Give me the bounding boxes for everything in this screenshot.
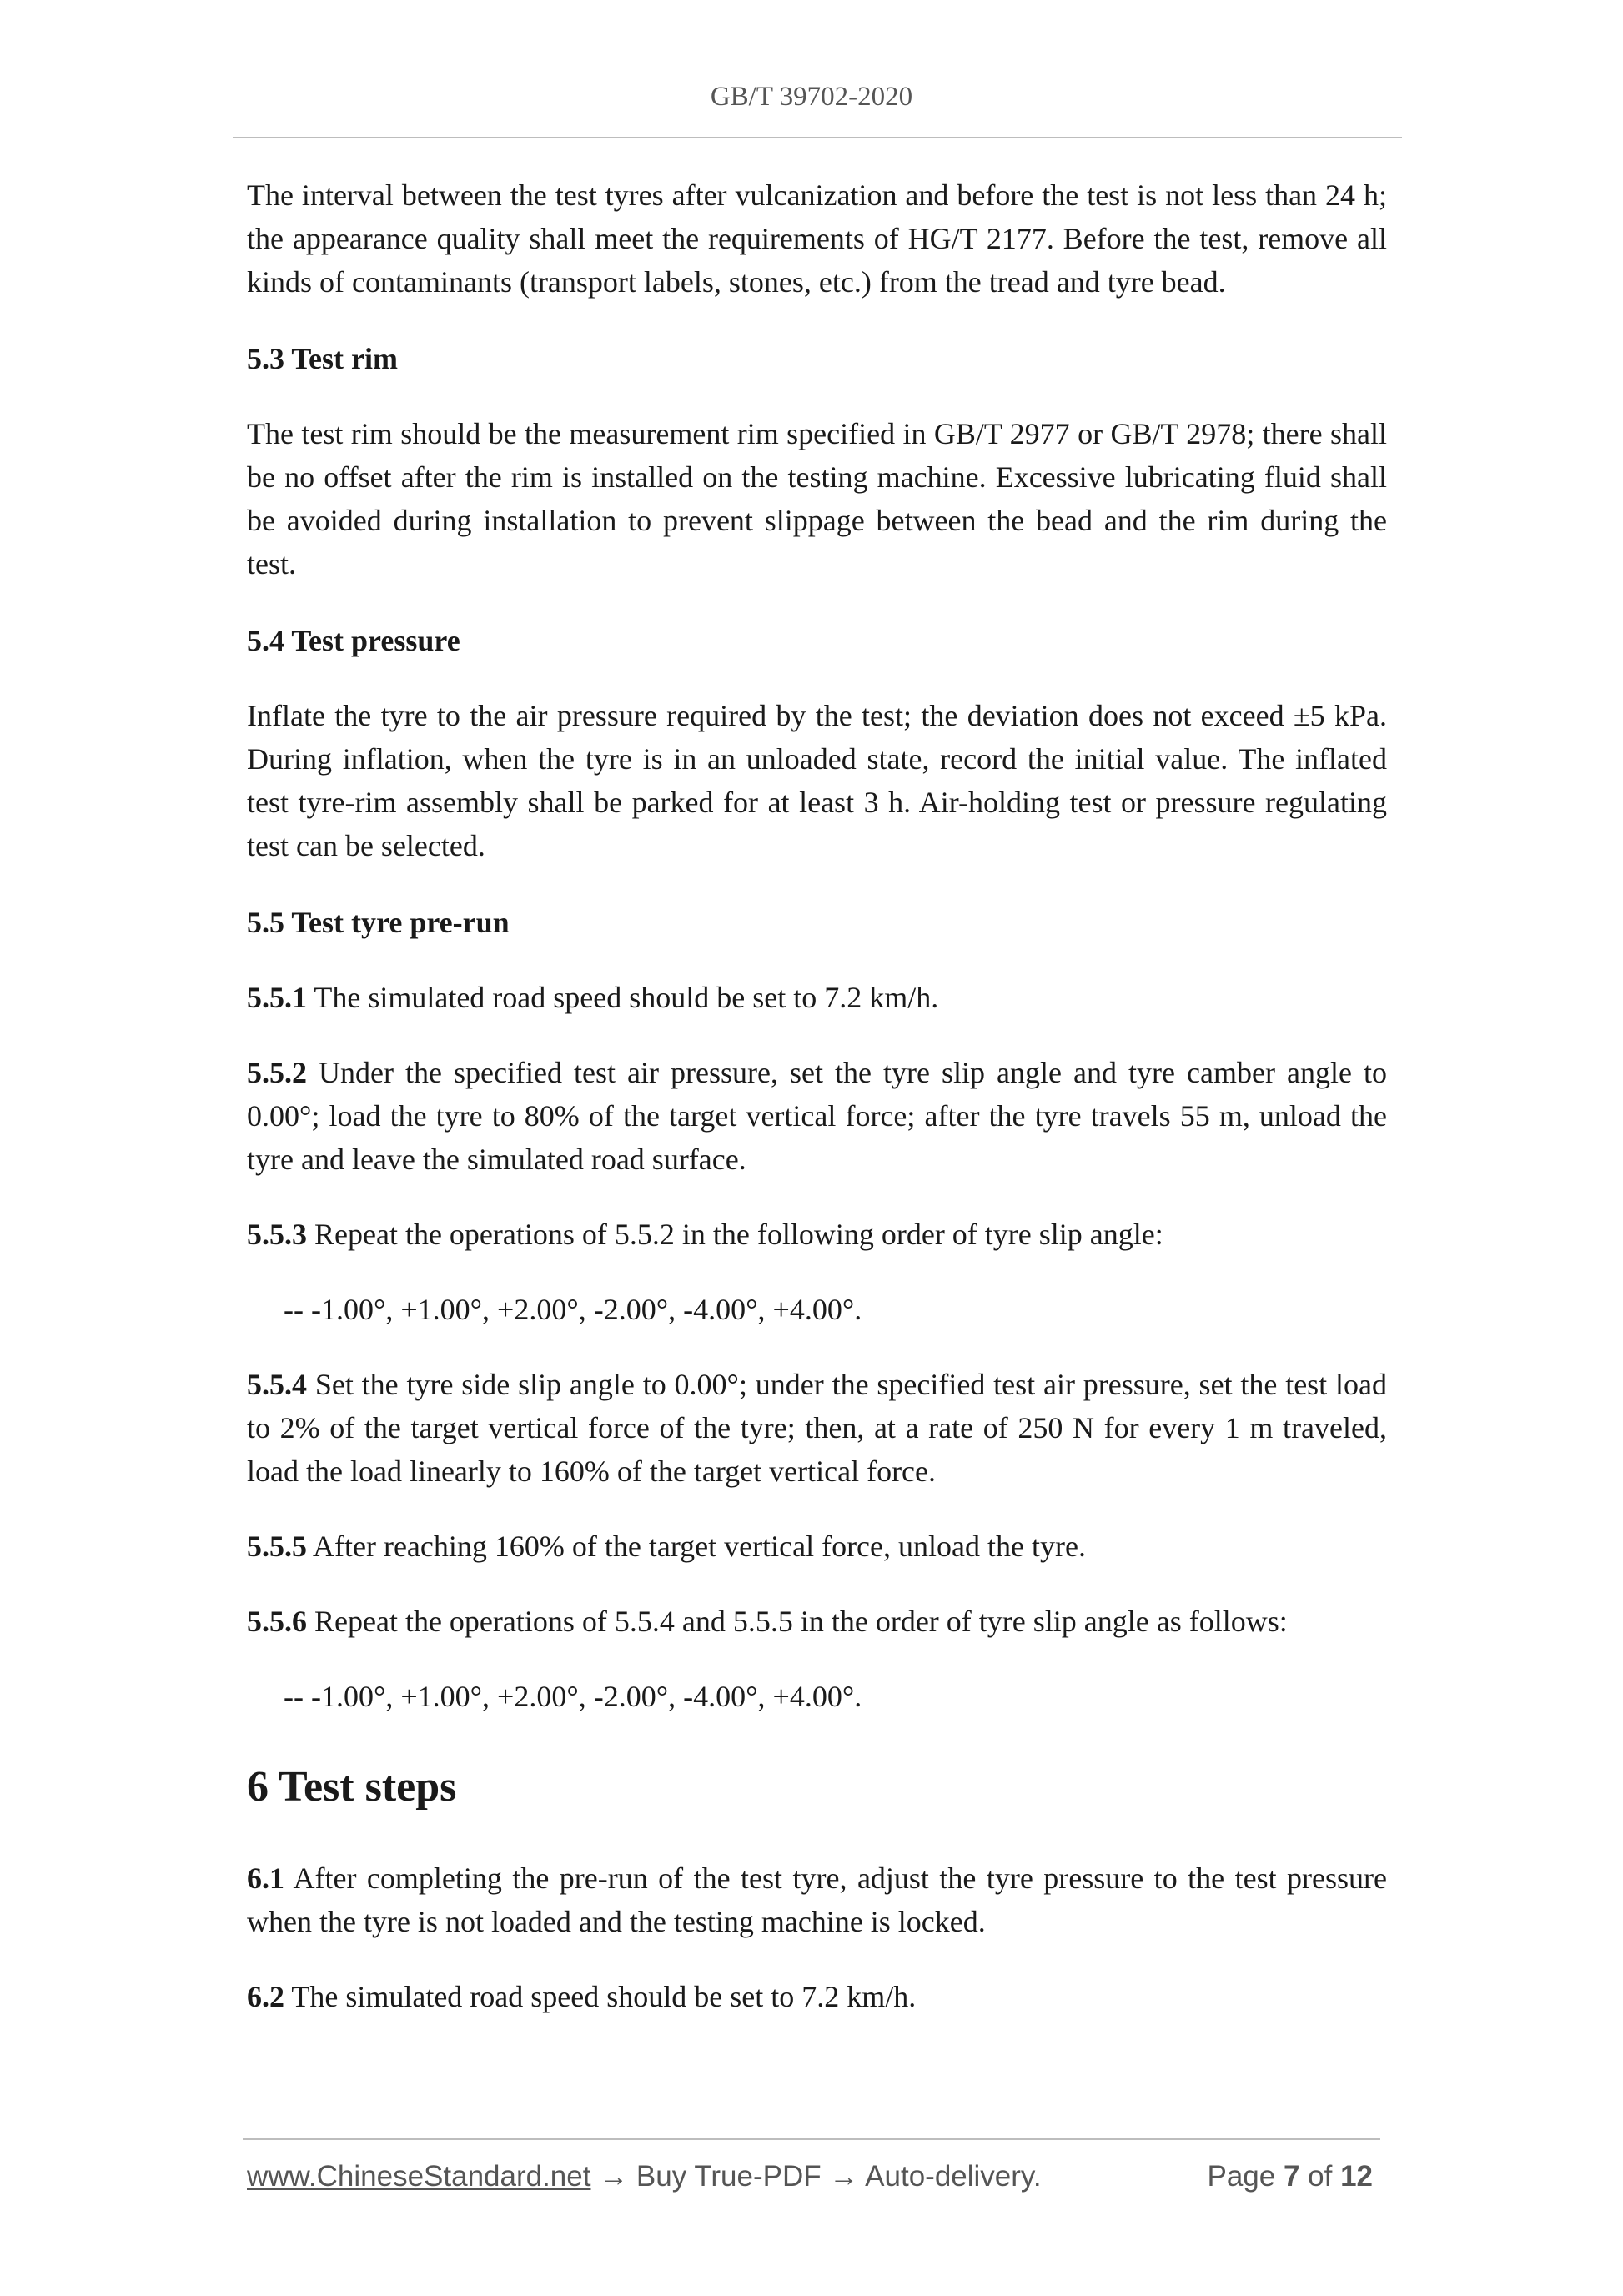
clause-text: After reaching 160% of the target vertical force, unload the tyre. [307, 1530, 1086, 1563]
clause-text: Set the tyre side slip angle to 0.00°; under the specified test air pressure, set the test load to 2% of the target vertical force of the tyre; then, at a rate of 250 N for every 1 m traveled, load the load linearly to 160% of the target vertical force. [247, 1368, 1387, 1488]
page-header: GB/T 39702-2020 [710, 82, 913, 112]
clause-number: 6.2 [247, 1980, 284, 2013]
clause-5-5-5 [247, 1525, 1387, 1568]
clause-text: Repeat the operations of 5.5.2 in the following order of tyre slip angle: [307, 1218, 1163, 1251]
clause-number: 5.5.1 [247, 981, 307, 1014]
clause-5-5-6 [247, 1600, 1387, 1643]
clause-5-5-1 [247, 976, 1387, 1019]
website-link[interactable]: www.ChineseStandard.net [247, 2160, 591, 2193]
section-5-4-heading: 5.4 Test pressure [247, 624, 460, 657]
section-5-3-heading: 5.3 Test rim [247, 342, 399, 375]
clause-5-5-3 [247, 1213, 1387, 1256]
current-page-number: 7 [1283, 2160, 1300, 2193]
clause-text: After completing the pre-run of the test tyre, adjust the tyre pressure to the test pressure when the tyre is not loaded and the testing machine is locked. [247, 1861, 1387, 1938]
page-indicator [1207, 2160, 1373, 2193]
clause-number: 5.5.6 [247, 1605, 307, 1638]
section-5-3-text: The test rim should be the measurement rim specified in GB/T 2977 or GB/T 2978; there shall be no offset after the rim is installed on the testing machine. Excessive lubricating fluid shall be avoided during installation to prevent slippage between the bead and the rim during the test. [247, 417, 1387, 580]
slip-angle-list: -- -1.00°, +1.00°, +2.00°, -2.00°, -4.00°, +4.00°. [284, 1293, 862, 1326]
section-5-5-heading: 5.5 Test tyre pre-run [247, 906, 510, 939]
slip-angle-list: -- -1.00°, +1.00°, +2.00°, -2.00°, -4.00°, +4.00°. [284, 1680, 862, 1713]
clause-number: 6.1 [247, 1861, 284, 1895]
clause-6-2 [247, 1975, 1387, 2018]
clause-text: Under the specified test air pressure, set the tyre slip angle and tyre camber angle to 0.00°; load the tyre to 80% of the target vertical force; after the tyre travels 55 m, unload the tyre and leave the simulated road surface. [247, 1056, 1387, 1176]
clause-number: 5.5.3 [247, 1218, 307, 1251]
page-label: Page [1207, 2160, 1284, 2193]
intro-paragraph: The interval between the test tyres after vulcanization and before the test is not less than 24 h; the appearance quality shall meet the requirements of HG/T 2177. Before the test, remove all kinds of contaminants (transport labels, stones, etc.) from the tread and tyre bead. [247, 178, 1387, 299]
section-5-4-text: Inflate the tyre to the air pressure required by the test; the deviation does not exceed ±5 kPa. During inflation, when the tyre is in an unloaded state, record the initial value. The inflated test tyre-rim assembly shall be parked for at least 3 h. Air-holding test or pressure regulating test can be selected. [247, 699, 1387, 862]
clause-6-1 [247, 1856, 1387, 1943]
header-divider [233, 137, 1402, 138]
clause-number: 5.5.5 [247, 1530, 307, 1563]
footer-tagline: → Buy True-PDF → Auto-delivery. [590, 2160, 1042, 2193]
document-body [247, 173, 1387, 2018]
page-of-label: of [1299, 2160, 1341, 2193]
footer-divider [243, 2138, 1380, 2140]
footer-promo [247, 2160, 1042, 2193]
chapter-6-heading: 6 Test steps [247, 1763, 457, 1811]
clause-text: The simulated road speed should be set to 7.2 km/h. [307, 981, 939, 1014]
clause-text: The simulated road speed should be set to 7.2 km/h. [284, 1980, 917, 2013]
clause-5-5-2 [247, 1051, 1387, 1181]
clause-5-5-4 [247, 1363, 1387, 1493]
total-pages-number: 12 [1340, 2160, 1373, 2193]
clause-number: 5.5.4 [247, 1368, 307, 1401]
clause-number: 5.5.2 [247, 1056, 307, 1089]
clause-text: Repeat the operations of 5.5.4 and 5.5.5 in the order of tyre slip angle as follows: [307, 1605, 1288, 1638]
